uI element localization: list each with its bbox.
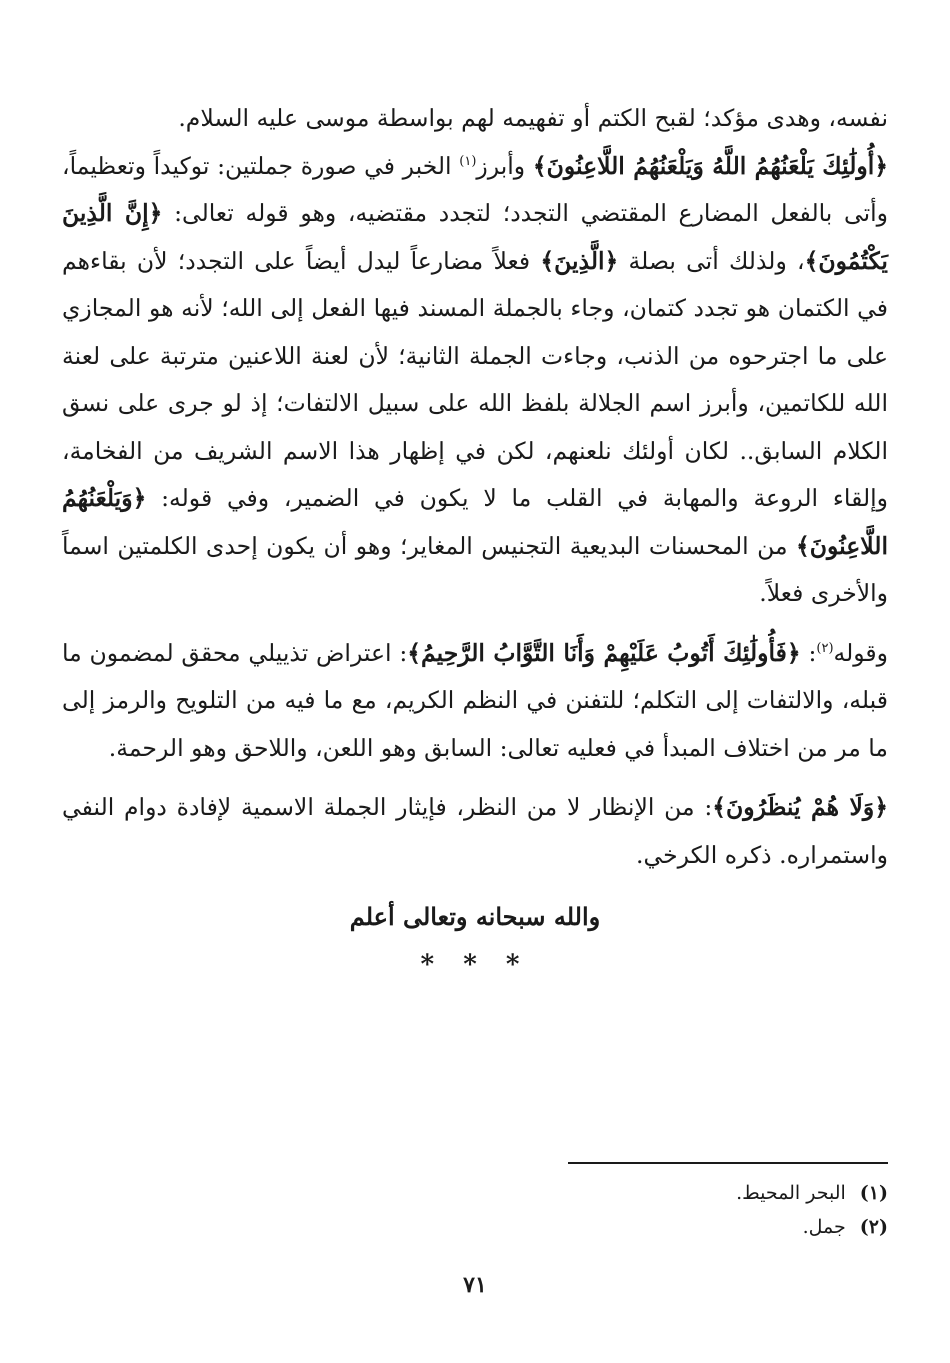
- text-run: وأبرز: [476, 151, 533, 180]
- text-run: من المحسنات البديعية التجنيس المغاير؛ وهو أن يكون إحدى الكلمتين اسماً والأخرى فعلاً.: [62, 531, 888, 607]
- footnote-number: (١): [859, 1182, 888, 1204]
- footnote-ref: (٢): [816, 640, 834, 656]
- text-run: فعلاً مضارعاً ليدل أيضاً على التجدد؛ لأن بقاءهم في الكتمان هو تجدد كتمان، وجاء بالجملة المسند فيها الفعل إلى الله؛ لأنه هو المجازي على ما اجترحوه من الذنب، وجاءت الجملة الثانية؛ لأن لعنة اللاعنين مترتبة على لعنة الله للكاتمين، وأبرز اسم الجلالة بلفظ الله على سبيل الالتفات؛ إذ لو جرى على نسق الكلام السابق.. لكان أولئك نلعنهم، لكن في إظهار هذا الاسم الشريف من الفخامة، وإلقاء الروعة والمهابة في القلب ما لا يكون في الضمير، وفي قوله:: [62, 246, 888, 512]
- footnote-item: [568, 1176, 888, 1210]
- paragraph: [62, 143, 888, 618]
- page-number: ٧١: [463, 1272, 487, 1298]
- text-run: :: [800, 638, 817, 667]
- footnote-item: [568, 1210, 888, 1244]
- text-run: ، ولذلك أتى بصلة: [618, 246, 805, 275]
- closing-line: والله سبحانه وتعالى أعلم: [349, 902, 601, 931]
- text-run: وقوله: [833, 638, 888, 667]
- footnote-text: البحر المحيط.: [736, 1182, 846, 1204]
- text-run: الخبر في صورة جملتين: توكيداً وتعظيماً، وأتى بالفعل المضارع المقتضي التجدد؛ لتجدد مقتضيه، وهو قوله تعالى:: [62, 151, 888, 227]
- quran-verse: ﴿وَيَلْعَنُهُمُ اللَّاعِنُونَ﴾: [62, 484, 888, 560]
- main-text: [62, 95, 888, 879]
- text-run: : من الإنظار لا من النظر، فإيثار الجملة الاسمية لإفادة دوام النفي واستمراره. ذكره الكرخي.: [62, 793, 888, 869]
- paragraph: [62, 630, 888, 773]
- quran-verse: ﴿أُولَٰئِكَ يَلْعَنُهُمُ اللَّهُ وَيَلْعَنُهُمُ اللَّاعِنُونَ﴾: [532, 151, 889, 180]
- text-run: نفسه، وهدى مؤكد؛ لقبح الكتم أو تفهيمه لهم بواسطة موسى عليه السلام.: [178, 104, 888, 132]
- quran-verse: ﴿فَأُولَٰئِكَ أَتُوبُ عَلَيْهِمْ وَأَنَا التَّوَّابُ الرَّحِيمُ﴾: [407, 638, 801, 667]
- footnote-rule: [568, 1162, 888, 1164]
- paragraph: [62, 95, 888, 143]
- text-run: : اعتراض تذييلي محقق لمضمون ما قبله، والالتفات إلى التكلم؛ للتفنن في النظم الكريم، مع ما فيه من التلويح والرمز إلى ما مر من اختلاف المبدأ في فعليه تعالى: السابق وهو اللعن، واللاحق وهو الرحمة.: [62, 638, 888, 762]
- quran-verse: ﴿الَّذِينَ﴾: [540, 246, 619, 275]
- paragraph: [62, 784, 888, 879]
- quran-verse: ﴿وَلَا هُمْ يُنظَرُونَ﴾: [712, 793, 888, 821]
- footnote-number: (٢): [859, 1216, 888, 1238]
- footnotes: [568, 1162, 888, 1244]
- section-separator: * * *: [420, 950, 530, 980]
- footnote-text: جمل.: [802, 1216, 846, 1238]
- quran-verse: ﴿إِنَّ الَّذِينَ يَكْتُمُونَ﴾: [62, 199, 888, 275]
- footnote-ref: (١): [459, 153, 477, 169]
